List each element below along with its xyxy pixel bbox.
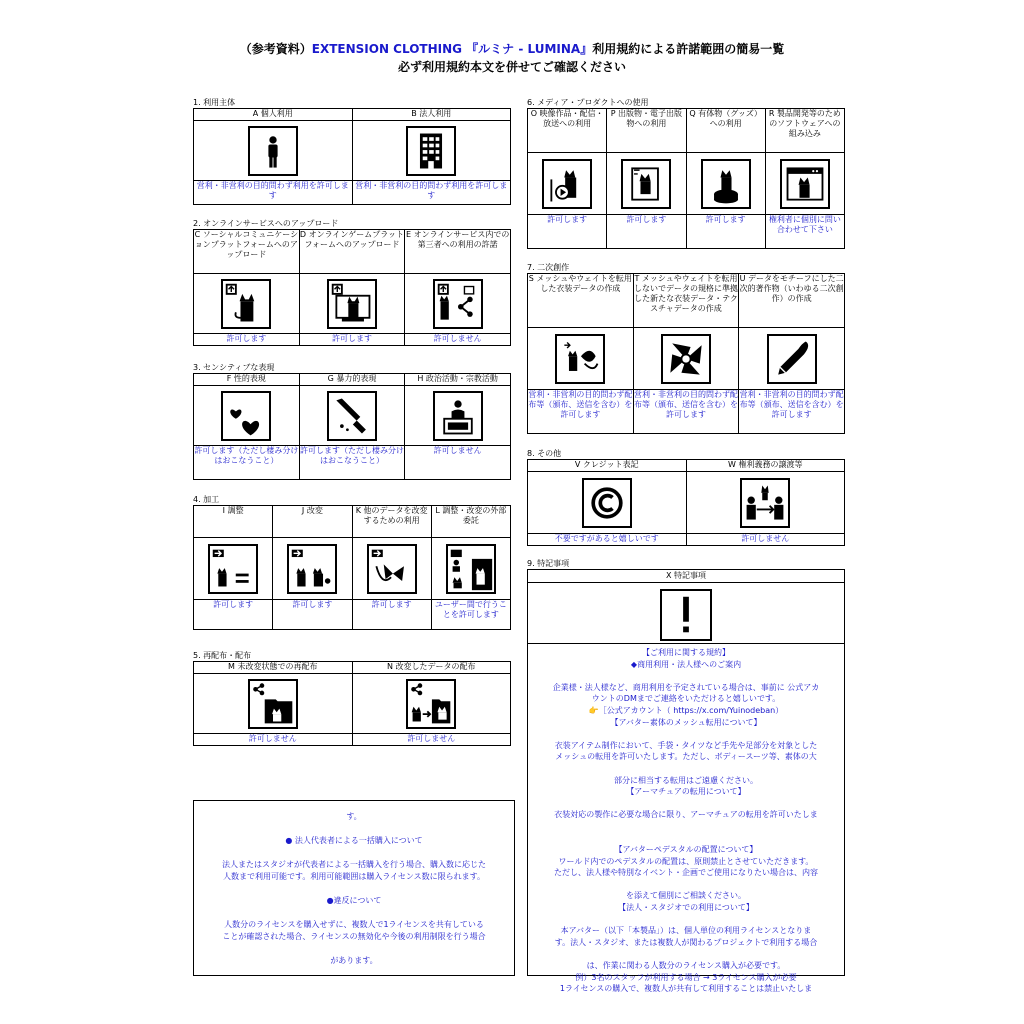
- section-title: 3. センシティブな表現: [193, 363, 275, 372]
- goods-icon: [701, 159, 751, 209]
- cell-status: 許可します: [299, 334, 405, 346]
- cell-label: I 調整: [194, 506, 273, 538]
- podium-icon: [433, 391, 483, 441]
- cell-status: 営利・非営利の目的問わず配布等（頒布、送信を含む）を許可します: [633, 390, 739, 434]
- cell-status: 許可します: [686, 215, 765, 249]
- cell-status: ユーザー間で行うことを許可します: [431, 600, 510, 630]
- license-table: [193, 373, 511, 480]
- title-prefix: （参考資料）: [239, 42, 312, 56]
- text-line: [528, 670, 844, 682]
- section-other: [527, 448, 845, 546]
- section-derivative: [527, 262, 845, 434]
- special-notes-box: [527, 569, 845, 994]
- cell-status: 営利・非営利の目的問わず利用を許可します: [194, 181, 353, 205]
- text-line: 1ライセンスの購入で、複数人が共有して利用することは禁止いたしま: [559, 984, 813, 994]
- special-notes-text: [528, 643, 844, 995]
- notes-continuation-box: [193, 800, 515, 976]
- cell-label: L 調整・改変の外部委託: [431, 506, 510, 538]
- text-line: 例）3名のスタッフが利用する場合 → 3ライセンス購入が必要: [575, 972, 797, 982]
- text-line: 人数まで利用可能です。利用可能範囲は購入ライセンス数に限られます。: [223, 872, 485, 881]
- cell-status: 営利・非営利の目的問わず配布等（頒布、送信を含む）を許可します: [528, 390, 634, 434]
- text-line: は、作業に関わる人数分のライセンス購入が必要です。: [586, 961, 786, 971]
- person-icon: [248, 126, 298, 176]
- cell-status: 許可します: [194, 334, 300, 346]
- cell-label: B 法人利用: [352, 109, 511, 121]
- cell-status: 権利者に個別に問い合わせて下さい: [765, 215, 844, 249]
- text-line: [194, 943, 514, 955]
- book-icon: [621, 159, 671, 209]
- cell-label: E オンラインサービス内での第三者への利用の許諾: [405, 230, 511, 274]
- knife-icon: [327, 391, 377, 441]
- video-icon: [542, 159, 592, 209]
- cell-label: P 出版物・電子出版物への利用: [607, 109, 686, 153]
- cell-label: M 未改変状態での再配布: [194, 662, 353, 674]
- text-line: ワールド内でのペデスタルの配置は、原則禁止とさせていただきます。: [558, 856, 814, 866]
- text-line: ●違反について: [326, 896, 382, 905]
- product-name: EXTENSION CLOTHING 『ルミナ - LUMINA』: [311, 42, 593, 56]
- cell-label: V クレジット表記: [528, 460, 687, 472]
- cell-label: W 権利義務の譲渡等: [686, 460, 845, 472]
- flower-icon: [661, 334, 711, 384]
- text-line: 法人またはスタジオが代表者による一括購入を行う場合、購入数に応じた: [222, 860, 486, 869]
- text-line: 【ご利用に関する規約】: [642, 648, 730, 657]
- cell-label: C ソーシャルコミュニケーションプラットフォームへのアップロード: [194, 230, 300, 274]
- cell-status: 許可します: [607, 215, 686, 249]
- section-title: 5. 再配布・配布: [193, 651, 252, 660]
- cell-status: 許可しません: [686, 534, 845, 546]
- hearts-icon: [221, 391, 271, 441]
- text-line: [194, 823, 514, 835]
- cell-label: R 製品開発等のためのソフトウェアへの組み込み: [765, 109, 844, 153]
- section-redistribution: [193, 650, 511, 746]
- cell-status: 不要ですがあると嬉しいです: [528, 534, 687, 546]
- cell-label: U データをモチーフにした二次的著作物（いわゆる二次創作）の作成: [739, 274, 845, 328]
- redistribute-icon: [248, 679, 298, 729]
- cell-label: A 個人利用: [194, 109, 353, 121]
- section-online-upload: [193, 218, 511, 346]
- text-line: 【アバター素体のメッシュ転用について】: [610, 717, 762, 727]
- text-line: 部分に相当する転用はご遠慮ください。: [614, 775, 758, 785]
- exclamation-icon: [660, 589, 712, 641]
- cell-label: D オンラインゲームプラットフォームへのアップロード: [299, 230, 405, 274]
- license-table: [193, 505, 511, 630]
- cell-status: 許可します: [273, 600, 352, 630]
- cell-label: X 特記事項: [528, 570, 844, 583]
- section-title: 4. 加工: [193, 495, 220, 504]
- building-icon: [406, 126, 456, 176]
- text-line: 衣装アイテム制作において、手袋・タイツなど手先や足部分を対象とした: [554, 740, 818, 750]
- copyright-icon: [582, 478, 632, 528]
- license-table: [527, 108, 845, 249]
- license-table: [527, 273, 845, 434]
- cell-label: O 映像作品・配信・放送への利用: [528, 109, 607, 153]
- cell-status: 許可します（ただし棲み分けはおこなうこと）: [194, 446, 300, 480]
- text-line: 【アーマチュアの転用について】: [626, 787, 746, 797]
- cell-status: 許可しません: [405, 446, 511, 480]
- cell-label: K 他のデータを改変するための利用: [352, 506, 431, 538]
- distribute-modified-icon: [406, 679, 456, 729]
- transfer-icon: [740, 478, 790, 528]
- text-line: があります。: [330, 956, 378, 965]
- text-line: [528, 948, 844, 960]
- cell-status: 営利・非営利の目的問わず利用を許可します: [352, 181, 511, 205]
- cell-label: J 改変: [273, 506, 352, 538]
- text-line: 人数分のライセンスを購入せずに、複数人で1ライセンスを共有している: [224, 920, 484, 929]
- section-title: 2. オンラインサービスへのアップロード: [193, 219, 339, 228]
- software-icon: [780, 159, 830, 209]
- page-title: [0, 40, 1024, 57]
- section-title: 7. 二次創作: [527, 263, 570, 272]
- cell-label: Q 有体物（グッズ）への利用: [686, 109, 765, 153]
- cell-label: F 性的表現: [194, 374, 300, 386]
- upload-cat-icon: [221, 279, 271, 329]
- text-line: ことが確認された場合、ライセンスの無効化や今後の利用制限を行う場合: [222, 932, 486, 941]
- outsource-icon: [446, 544, 496, 594]
- adjust-icon: [208, 544, 258, 594]
- section-media: [527, 97, 845, 249]
- text-line: を添えて個別にご相談ください。: [626, 891, 746, 901]
- cell-status: 許可します: [194, 600, 273, 630]
- text-line: [528, 914, 844, 926]
- text-line: ウントのDMまでご連絡をいただけると嬉しいです。: [591, 694, 781, 704]
- text-line: 【アバターペデスタルの配置について】: [614, 845, 758, 855]
- text-line: [194, 907, 514, 919]
- cell-label: H 政治活動・宗教活動: [405, 374, 511, 386]
- section-sensitive: [193, 362, 511, 480]
- text-line: [528, 763, 844, 775]
- text-line: [528, 833, 844, 845]
- page-subtitle: 必ず利用規約本文を併せてご確認ください: [397, 60, 626, 74]
- text-line: [528, 821, 844, 833]
- section-title: 9. 特記事項: [527, 559, 570, 568]
- section-title: 8. その他: [527, 449, 562, 458]
- text-line: す。: [346, 812, 362, 821]
- text-line: [194, 883, 514, 895]
- cell-status: 許可しません: [405, 334, 511, 346]
- text-line: メッシュの転用を許可いたします。ただし、ボディースーツ等、素体の大: [555, 752, 817, 762]
- license-table: [193, 108, 511, 205]
- share-cat-icon: [433, 279, 483, 329]
- license-table: [193, 661, 511, 746]
- text-line: 【法人・スタジオでの利用について】: [618, 903, 754, 913]
- section-processing: [193, 494, 511, 630]
- bow-icon: [367, 544, 417, 594]
- text-line: 👉［公式アカウント（ https://x.com/Yuinodeban）: [588, 705, 784, 715]
- section-special-notes: [527, 558, 845, 994]
- text-line: [528, 728, 844, 740]
- cell-status: 許可しません: [352, 734, 511, 746]
- text-line: 企業様・法人様など、商用利用を予定されている場合は、事前に 公式アカ: [552, 682, 820, 692]
- cell-status: 営利・非営利の目的問わず配布等（頒布、送信を含む）を許可します: [739, 390, 845, 434]
- mesh-icon: [555, 334, 605, 384]
- cell-label: G 暴力的表現: [299, 374, 405, 386]
- text-line: 衣装対応の製作に必要な場合に限り、アーマチュアの転用を許可いたしま: [554, 810, 818, 820]
- cell-status: 許可しません: [194, 734, 353, 746]
- section-title: 6. メディア・プロダクトへの使用: [527, 98, 649, 107]
- cell-status: 許可します: [528, 215, 607, 249]
- text-line: す。法人・スタジオ、または複数人が関わるプロジェクトで利用する場合: [554, 937, 818, 947]
- text-line: [528, 798, 844, 810]
- text-line: [194, 847, 514, 859]
- modify-icon: [287, 544, 337, 594]
- text-line: ただし、法人様や特別なイベント・企画でご使用になりたい場合は、内容: [554, 868, 818, 878]
- license-table: [193, 229, 511, 346]
- upload-game-icon: [327, 279, 377, 329]
- pen-icon: [767, 334, 817, 384]
- cell-label: S メッシュやウェイトを転用した衣装データの作成: [528, 274, 634, 328]
- cell-label: T メッシュやウェイトを転用しないでデータの規格に準拠した新たな衣装データ・テクスチャデータの作成: [633, 274, 739, 328]
- cell-label: N 改変したデータの配布: [352, 662, 511, 674]
- text-line: ● 法人代表者による一括購入について: [285, 836, 423, 845]
- notes-lines: [194, 811, 514, 967]
- text-line: [528, 879, 844, 891]
- section-title: 1. 利用主体: [193, 98, 236, 107]
- cell-status: 許可します: [352, 600, 431, 630]
- title-suffix: 利用規約による許諾範囲の簡易一覧: [592, 42, 785, 56]
- section-usage-subject: [193, 97, 511, 205]
- text-line: ◆商用利用・法人様へのご案内: [630, 659, 742, 669]
- license-table: [527, 459, 845, 546]
- text-line: 本アバター（以下「本製品」）は、個人単位の利用ライセンスとなりま: [560, 926, 812, 936]
- cell-status: 許可します（ただし棲み分けはおこなうこと）: [299, 446, 405, 480]
